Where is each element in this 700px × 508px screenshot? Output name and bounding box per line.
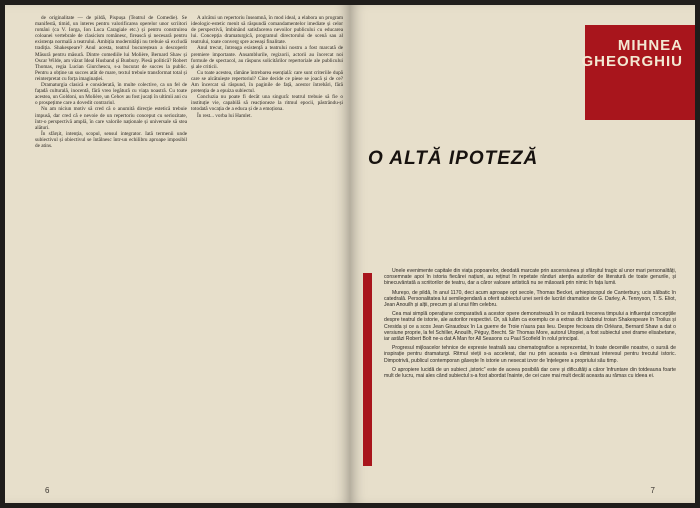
page-number-left: 6 [45,486,50,495]
left-column-2 [191,15,343,119]
article-body [384,268,676,382]
left-col2-paragraph: Anul trecut, întreaga existență a teatrului nostru a fost marcată de premiere importante. Ansamblurile, regizorii, actorii au încercat noi formule de spectacol, au răspuns solicitărilor repertoriale ale publicului și ale criticii. [191,45,343,70]
red-side-bar [363,273,372,466]
article-paragraph: O apropiere lucidă de un subiect „istoric” este de aceea posibilă dar cere și dificultăți a căror înfruntare din totdeauna foarte mult de lucru, mai ales când subiectul s-a fost abordat înainte, de cei care mai mult decât aceasta au rămas cu ideea ei. [384,366,676,380]
book-spread [5,5,695,503]
left-col1-paragraph: Dramaturgia clasică e considerată, în multe colective, ca un fel de fațadă culturală, inocentă, fără vreo legătură cu viața noastră. Cu toate acestea, un Goldoni, un Molière, un Cehov au fost jucați în ultimii ani cu o prospețime care a dovedit contrariul. [35,82,187,107]
author-first-name: MIHNEA [617,37,683,54]
page-number-right: 7 [650,486,655,495]
left-col2-paragraph: Concluzia nu poate fi decât una singură: teatrul trebuie să fie o instituție vie, capabilă să reacționeze la ritmul epocii, păstrându-și totodată vocația de a educa și de a emoționa. [191,94,343,113]
article-paragraph: Mureșo, de pildă, în anul 1170, deci acum aproape opt secole, Thomas Becket, arhiepiscopul de Canterbury, ucis sălbatic în catedrală. Personalitatea lui semilegendară a oferit subiectul unei serii de lucrări dramatice de G. Darley, A. Tennyson, T. S. Eliot, Jean Anouilh și alții, precum și al unui film celebru. [384,289,676,309]
left-col2-paragraph: A alcătui un repertoriu înseamnă, în mod ideal, a elabora un program ideologic-estetic menit să răspundă comandamentelor imediate și celor de perspectivă, îmbinând satisfacerea nevoilor publicului cu educarea lui. Concepția dramaturgică, programul directorului de scenă sau al teatrului, toate converg spre aceeași finalitate. [191,15,343,46]
left-col1-paragraph: În sfârșit, intenția, scopul, sensul integrator. Iată termenii unde subiectivul și obiectivul se întâlnesc într-un echilibru aproape imposibil de atins. [35,130,187,149]
article-paragraph: Unele evenimente capitale din viața popoarelor, deodată marcate prin ascensiunea și sfârșitul tragic al unor mari personalități, consemnate apoi în istoria fiecărei națiuni, au reținut în repetate rânduri atenția autorilor de literatură de toate genurile, și binecuvântată a scriitorilor de teatru, dar a căror valoare artistică nu se măsoară prin nimic în fața lumii. [384,268,676,287]
left-col1-paragraph: de originalitate — de pildă, Pispușa (Teatrul de Comedie). Se manifestă, timid, un interes pentru valorificarea operelor unor scriitori români (ca V. Iorga, Ion Luca Caragiale etc.) și pentru construirea coloanei vertebrale de clasicism românesc, firească și necesară pentru existența normală a teatrului. Ambiția modernității nu trebuie să excludă tradiția. Shakespeare? Anul acesta, teatrul bucureștean a descoperit Măsură pentru măsură. Dintre comediile lui Molière, Bernard Shaw și Oscar Wilde, am văzut Ideal Husband și Bunbury. Piesă politică? Robert Thomas, regia Lucian Giurchescu, s-a bucurat de succes la public. Pentru a obține un succes atât de mare, textul trebuie transformat total și reinterpretat cu forța imaginației. [35,15,187,82]
left-col1-paragraph: Nu am niciun motiv să cred că o anumită direcție estetică trebuie impusă, dar cred că e nevoie de un repertoriu conceput cu seriozitate, într-o perspectivă amplă, în care valorile naționale și universale să stea alături. [35,106,187,131]
article-title: O ALTĂ IPOTEZĂ [368,148,539,169]
author-name [581,38,683,70]
article-paragraph: Progresul mijloacelor tehnice de expresie teatrală sau cinematografice a reprezentat, în toate deceniile noastre, o sursă de inspirație pentru dramaturgi. Ritmul vieții s-a accelerat, dar nu prin aceasta s-a diminuat interesul pentru trecutul istoric. Dimpotrivă, publicul contemporan găsește în istorie un nesecat izvor de înțelegere a propriului său timp. [384,345,676,364]
left-col2-paragraph: Cu toate acestea, rămâne întrebarea esențială: care sunt criteriile după care se alcătuiește repertoriul? Cine decide ce piese se joacă și de ce? Am încercat să răspund, în paginile de față, acestor întrebări, fără pretenția de a epuiza subiectul. [191,69,343,95]
left-page [5,5,350,503]
left-col2-paragraph: În rest... vorba lui Hamlet. [197,112,252,119]
left-column-1 [35,15,187,149]
right-page [350,5,695,503]
author-last-name: GHEORGHIU [581,53,683,70]
article-paragraph: Cea mai simplă operațiune comparativă a acestor opere demonstrează în ce măsură trecerea timpului a influențat concepțiile despre teatrul de istorie, ale autorilor respectivi. Or, să luăm ca exemplu ce a extras din războiul troian Shakespeare în Troilus și Cresida și ce a scos Jean Giraudoux în La guerre de Troie n'aura pas lieu. Despre fecioara din Orléans, Bernard Shaw a dat o versiune proprie, la fel Schiller, Anouilh, Péguy, Brecht. Sir Thomas More, autorul Utopiei, a fost subiectul unei drame elisabetane, iar astăzi Robert Bolt ne-a dat A Man for All Seasons cu Paul Scofield în rolul principal. [384,311,677,343]
